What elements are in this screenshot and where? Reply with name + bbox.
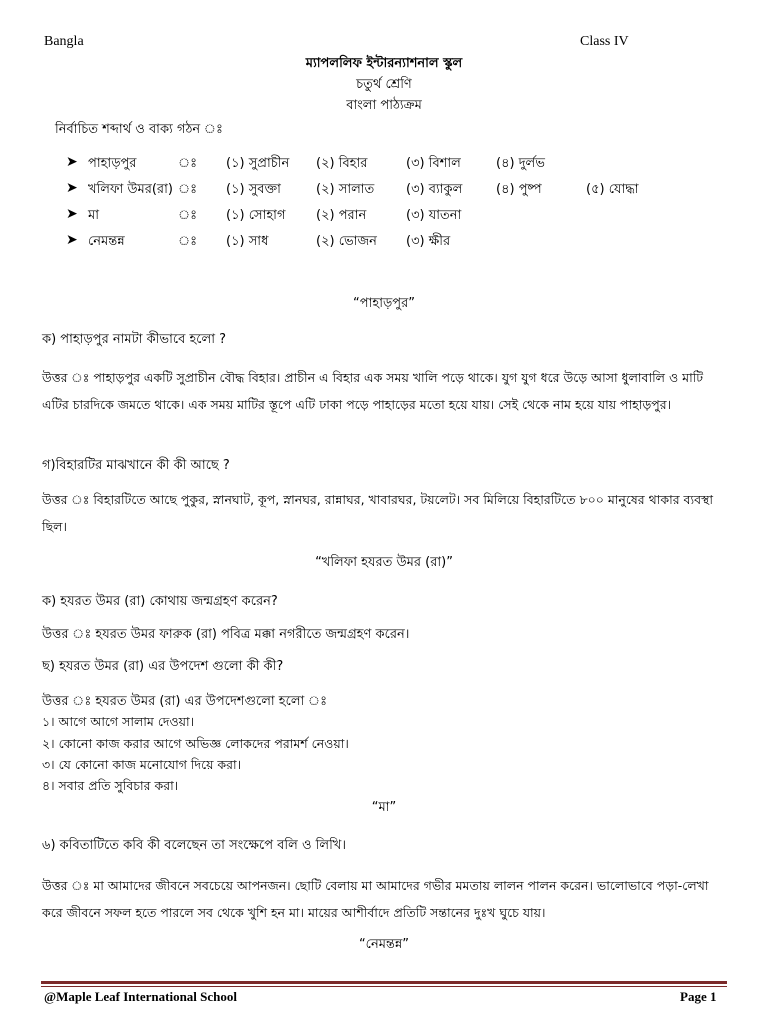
vocab-option: (২) সালাত — [316, 182, 375, 197]
answer-line: উত্তর ঃ হযরত উমর ফারুক (রা) পবিত্র মক্কা নগরীতে জন্মগ্রহণ করেন। — [42, 627, 410, 642]
question: ক) পাহাড়পুর নামটা কীভাবে হলো ? — [42, 332, 227, 347]
school-name: ম্যাপললিফ ইন্টারন্যাশনাল স্কুল — [305, 56, 463, 71]
vocab-word: মা — [88, 208, 99, 223]
subject-label: Bangla — [44, 34, 84, 49]
vocab-word: খলিফা উমর(রা) — [88, 182, 173, 197]
vocab-option: (৩) ক্ষীর — [406, 234, 451, 249]
question: গ)বিহারটির মাঝখানে কী কী আছে ? — [42, 458, 230, 473]
vocab-colon: ঃ — [178, 156, 198, 171]
class-label: Class IV — [580, 34, 629, 49]
section-title-nemontonno: “নেমন্তন্ন” — [358, 937, 410, 952]
vocab-word: পাহাড়পুর — [88, 156, 137, 171]
answer-paragraph: উত্তর ঃ পাহাড়পুর একটি সুপ্রাচীন বৌদ্ধ বিহার। প্রাচীন এ বিহার এক সময় খালি পড়ে থাকে। যুগ যুগ ধরে উড়ে আসা ধুলাবালি ও মাটি এটির চারদিকে জমতে থাকে। এক সময় মাটির স্তূপে এটি ঢাকা পড়ে পাহাড়ের মতো হয়ে যায়। সেই থেকে নাম হয়ে যায় পাহাড়পুর। — [42, 370, 704, 412]
answer-paragraph: উত্তর ঃ মা আমাদের জীবনে সবচেয়ে আপনজন। ছোটি বেলায় মা আমাদের গভীর মমতায় লালন পালন করেন। ভালোভাবে পড়া-লেখা করে জীবনে সফল হতে পারলে সব থেকে খুশি হন মা। মায়ের আশীর্বাদে প্রতিটি সন্তানের দুঃখ ঘুচে যায়। — [42, 878, 709, 920]
vocab-option: (৪) পুষ্প — [496, 182, 542, 197]
list-item: ২। কোনো কাজ করার আগে অভিজ্ঞ লোকদের পরামর্শ নেওয়া। — [42, 736, 349, 751]
arrow-bullet-icon: ➤ — [66, 154, 78, 170]
section-title-paharpur: “পাহাড়পুর” — [353, 296, 415, 311]
vocab-option: (৩) ব্যাকুল — [406, 182, 463, 197]
vocab-option: (১) সাধ — [226, 234, 269, 249]
vocab-option: (২) বিহার — [316, 156, 368, 171]
vocab-option: (২) পরান — [316, 208, 367, 223]
question: ছ) হযরত উমর (রা) এর উপদেশ গুলো কী কী? — [42, 659, 284, 674]
vocab-option: (৫) যোদ্ধা — [586, 182, 639, 197]
vocab-colon: ঃ — [178, 234, 198, 249]
list-item: ৪। সবার প্রতি সুবিচার করা। — [42, 778, 179, 793]
vocab-option: (৪) দুর্লভ — [496, 156, 545, 171]
vocab-option: (১) সোহাগ — [226, 208, 286, 223]
vocab-row — [66, 154, 706, 176]
syllabus-title: বাংলা পাঠ্যক্রম — [346, 98, 422, 113]
vocab-option: (১) সুপ্রাচীন — [226, 156, 290, 171]
vocab-option: (৩) বিশাল — [406, 156, 461, 171]
vocab-colon: ঃ — [178, 208, 198, 223]
question: ক) হযরত উমর (রা) কোথায় জন্মগ্রহণ করেন? — [42, 594, 278, 609]
section-title-umar: “খলিফা হযরত উমর (রা)” — [315, 555, 453, 570]
vocab-option: (২) ভোজন — [316, 234, 377, 249]
vocab-row — [66, 232, 706, 254]
vocab-colon: ঃ — [178, 182, 198, 197]
vocab-row — [66, 180, 706, 202]
list-item: ১। আগে আগে সালাম দেওয়া। — [42, 714, 195, 729]
arrow-bullet-icon: ➤ — [66, 232, 78, 248]
section-title-ma: “মা” — [371, 800, 397, 815]
footer-rule — [41, 981, 727, 984]
arrow-bullet-icon: ➤ — [66, 180, 78, 196]
footer-school: @Maple Leaf International School — [44, 989, 238, 1004]
page-number: Page 1 — [680, 989, 717, 1004]
footer-rule-thin — [41, 986, 727, 987]
vocab-option: (৩) যাতনা — [406, 208, 462, 223]
class-title: চতুর্থ শ্রেণি — [356, 77, 412, 92]
arrow-bullet-icon: ➤ — [66, 206, 78, 222]
answer-intro: উত্তর ঃ হযরত উমর (রা) এর উপদেশগুলো হলো ঃ — [42, 694, 328, 709]
list-item: ৩। যে কোনো কাজ মনোযোগ দিয়ে করা। — [42, 757, 242, 772]
vocab-word: নেমন্তন্ন — [88, 234, 125, 249]
answer-paragraph: উত্তর ঃ বিহারটিতে আছে পুকুর, স্নানঘাট, কূপ, স্নানঘর, রান্নাঘর, খাবারঘর, টয়লেট। সব মিলিয়ে বিহারটিতে ৮০০ মানুষের থাকার ব্যবস্থা ছিল। — [42, 492, 713, 534]
question: ৬) কবিতাটিতে কবি কী বলেছেন তা সংক্ষেপে বলি ও লিখি। — [42, 838, 346, 853]
vocab-row — [66, 206, 706, 228]
vocab-heading: নির্বাচিত শব্দার্থ ও বাক্য গঠন ঃ — [55, 122, 223, 137]
vocab-option: (১) সুবক্তা — [226, 182, 281, 197]
